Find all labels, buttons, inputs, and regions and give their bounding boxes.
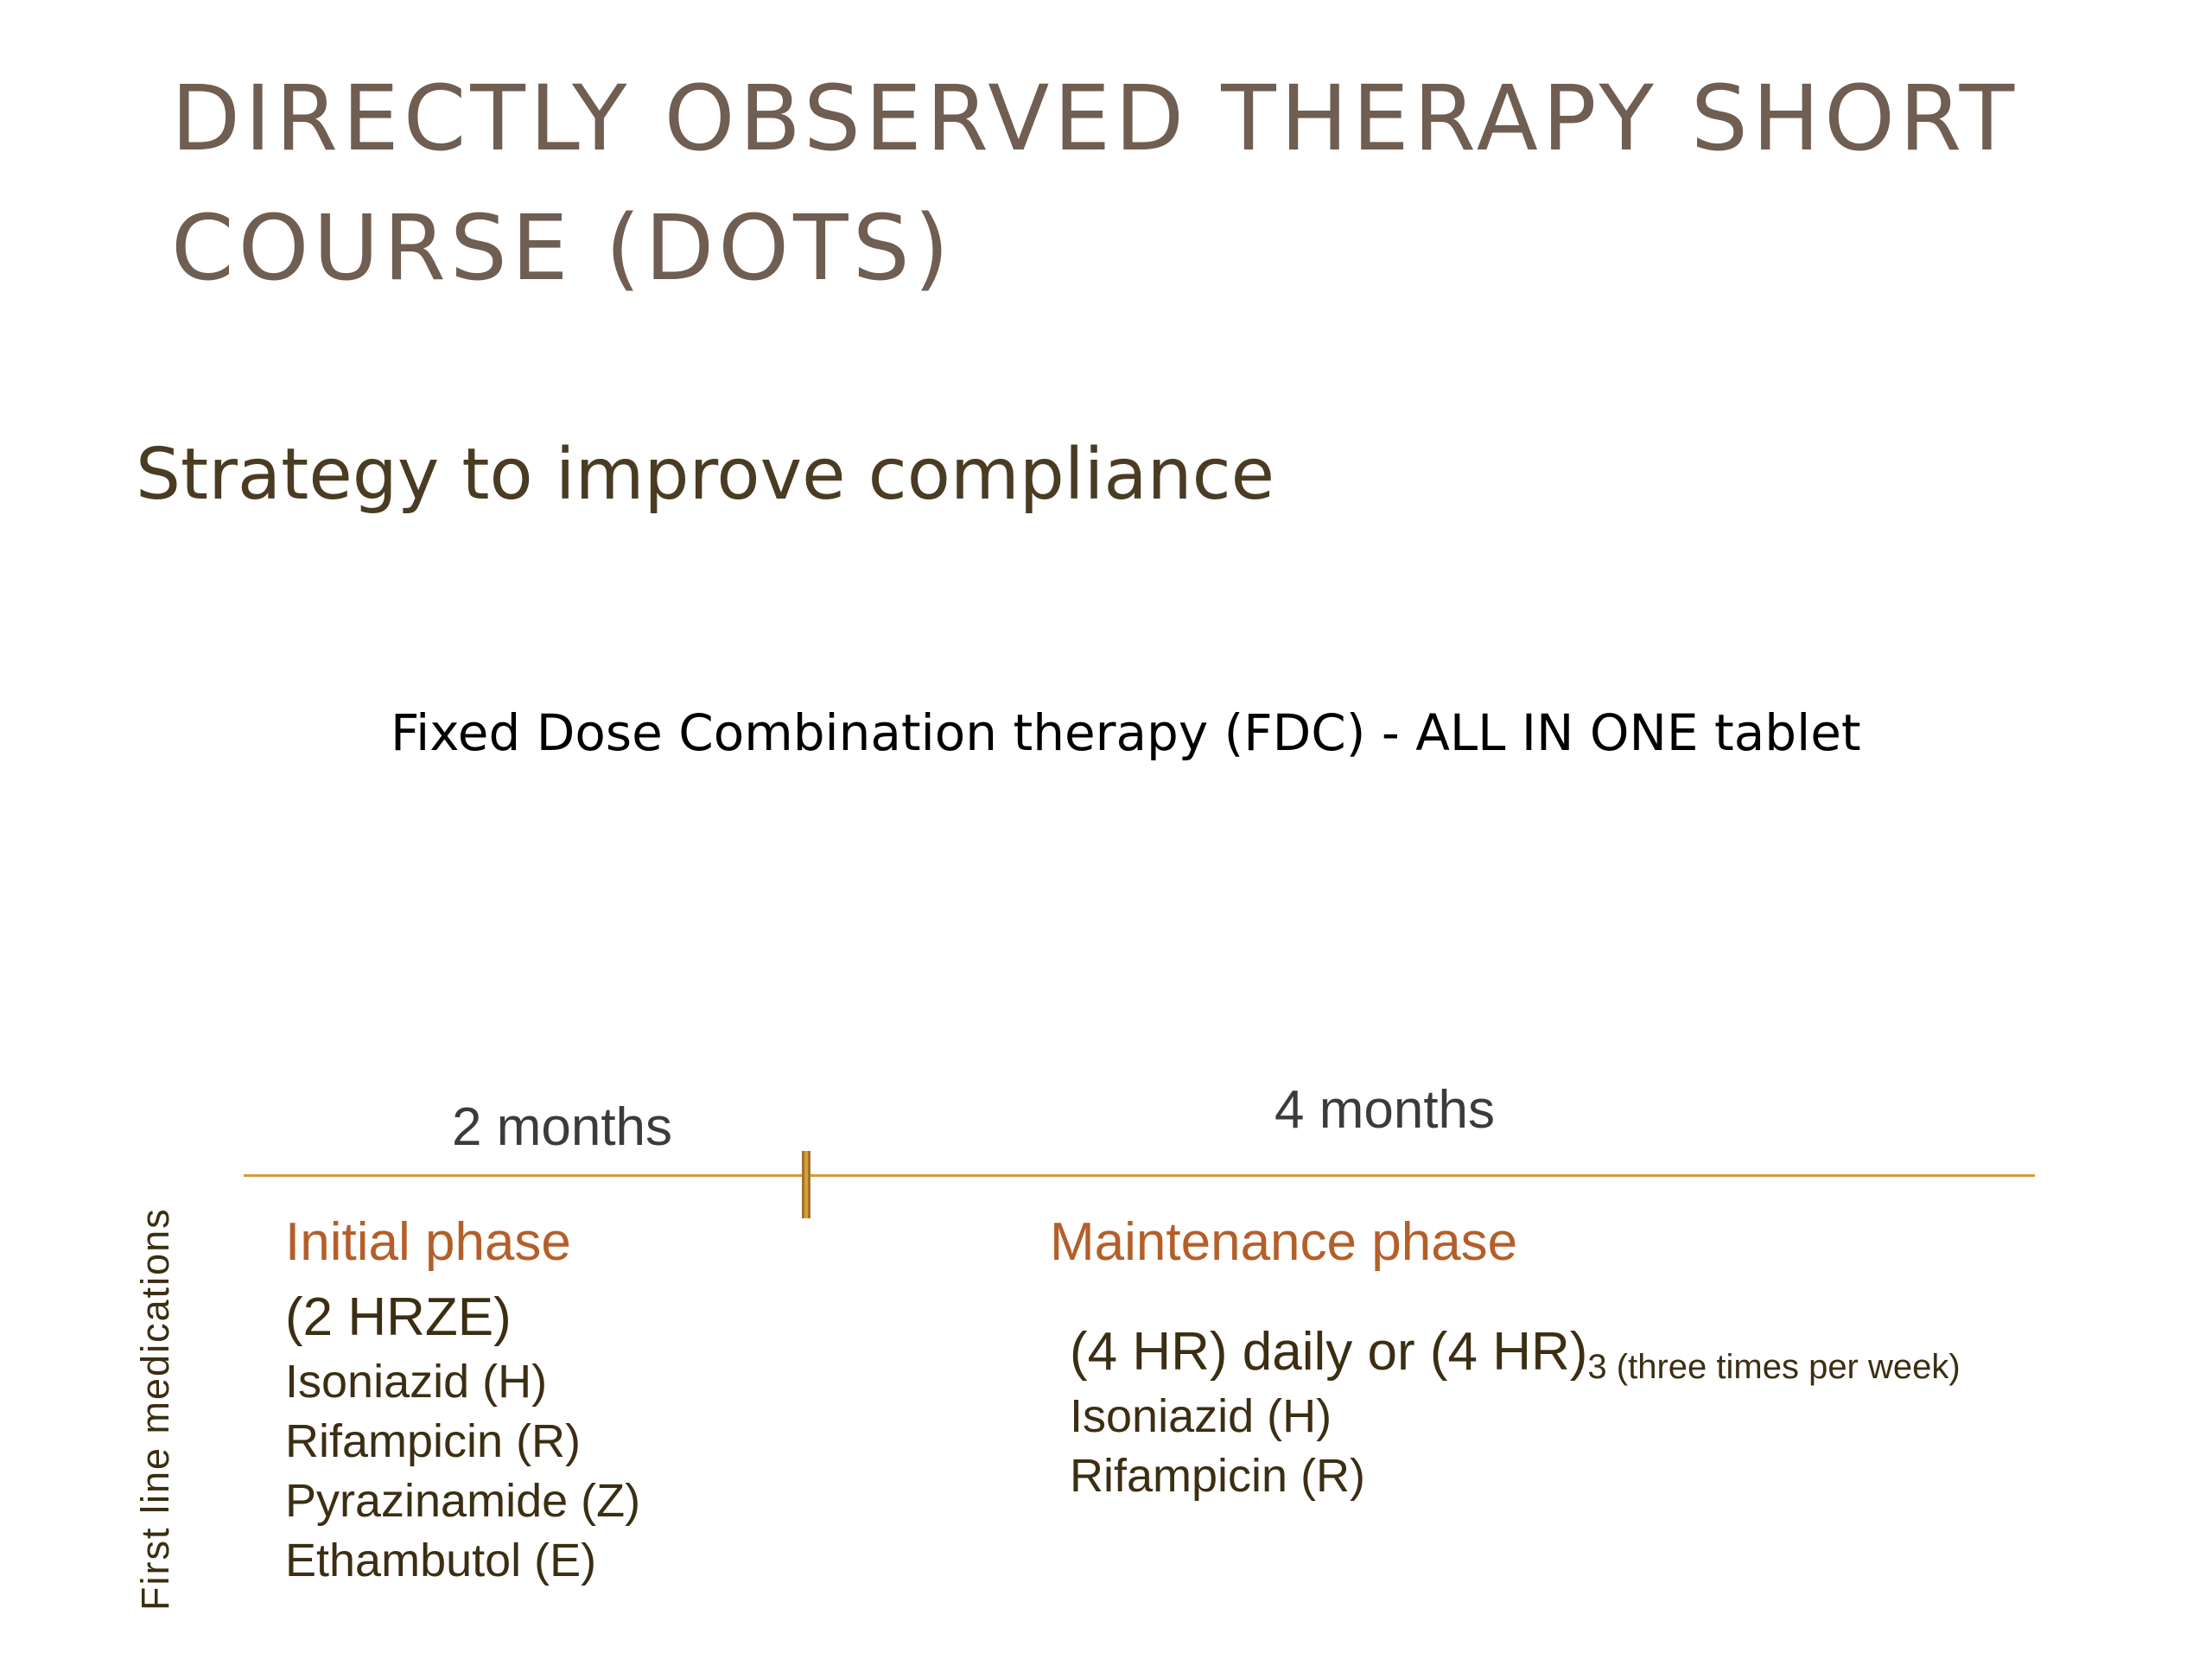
maintenance-phase-regimen — [1070, 1322, 1961, 1389]
initial-duration-label: 2 months — [452, 1097, 673, 1157]
drug-item: Rifampicin (R) — [1070, 1450, 1366, 1502]
maintenance-duration-label: 4 months — [1274, 1080, 1496, 1140]
drug-item: Pyrazinamide (Z) — [285, 1475, 641, 1527]
drug-item: Rifampicin (R) — [285, 1415, 582, 1467]
first-line-medications-label: First line medications — [133, 1207, 177, 1611]
slide-subtitle: Strategy to improve compliance — [136, 434, 1275, 516]
initial-phase-regimen: (2 HRZE) — [285, 1287, 512, 1347]
maintenance-regimen-subscript: 3 (three times per week) — [1587, 1348, 1961, 1386]
maintenance-phase-drug-list — [1070, 1387, 1365, 1506]
slide-title — [171, 54, 2072, 313]
timeline-line — [244, 1174, 2035, 1177]
drug-item: Ethambutol (E) — [285, 1535, 597, 1586]
slide-title-line-1: DIRECTLY OBSERVED THERAPY SHORT — [171, 66, 2019, 171]
fdc-statement: Fixed Dose Combination therapy (FDC) - ALL IN ONE tablet — [391, 703, 1861, 762]
maintenance-regimen-main: (4 HR) daily or (4 HR) — [1070, 1322, 1588, 1382]
drug-item: Isoniazid (H) — [1070, 1390, 1332, 1442]
initial-phase-title: Initial phase — [285, 1212, 571, 1272]
slide-title-line-2: COURSE (DOTS) — [171, 195, 954, 301]
drug-item: Isoniazid (H) — [285, 1356, 548, 1408]
maintenance-phase-title: Maintenance phase — [1050, 1212, 1518, 1272]
initial-phase-drug-list — [285, 1352, 640, 1591]
phase-divider-tick — [802, 1151, 810, 1218]
